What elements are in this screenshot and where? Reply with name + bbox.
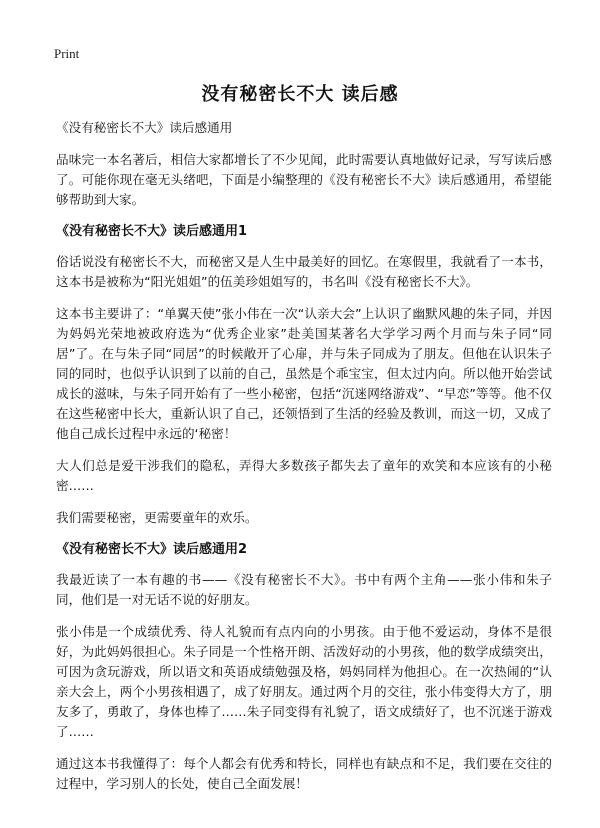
section-heading: 《没有秘密长不大》读后感通用1 bbox=[56, 224, 248, 239]
paragraph: 这本书主要讲了：“单翼天使”张小伟在一次“认亲大会”上认识了幽默风趣的朱子同，并因为妈妈光荣地被政府选为“优秀企业家”赴美国某著名大学学习两个月而与朱子同“同居”了。在与朱子同“同居”的时候敞开了心扉，并与朱子同成为了朋友。但他在认识朱子同的同时，也似乎认识到了以前的自己，虽然是个乖宝宝，但太过内向。所以他开始尝试成长的滋味，与朱子同开始有了一些小秘密，包括“沉迷网络游戏”、“早恋”等等。他不仅在这些秘密中长大，重新认识了自己，还领悟到了生活的经验及教训，而这一切，又成了他自己成长过程中永远的‘秘密！ bbox=[56, 306, 552, 441]
paragraph: 我最近读了一本有趣的书——《没有秘密长不大》。书中有两个主角——张小伟和朱子同，他们是一对无话不说的好朋友。 bbox=[56, 572, 552, 607]
paragraph: 俗话说没有秘密长不大，而秘密又是人生中最美好的回忆。在寒假里，我就看了一本书，这本书是被称为“阳光姐姐”的伍美珍姐姐写的，书名叫《没有秘密长不大》。 bbox=[56, 254, 552, 289]
article-subtitle: 《没有秘密长不大》读后感通用 bbox=[56, 120, 233, 135]
section-1 bbox=[56, 222, 552, 528]
paragraph: 张小伟是一个成绩优秀、待人礼貌而有点内向的小男孩。由于他不爱运动，身体不是很好，为此妈妈很担心。朱子同是一个性格开朗、活泼好动的小男孩，他的数学成绩突出，可因为贪玩游戏，所以语文和英语成绩勉强及格，妈妈同样为他担心。在一次热闹的“认亲大会上，两个小男孩相遇了，成了好朋友。通过两个月的交往，张小伟变得大方了，朋友多了，勇敢了，身体也棒了……朱子同变得有礼貌了，语文成绩好了，也不沉迷于游戏了…… bbox=[56, 624, 552, 739]
paragraph: 通过这本书我懂得了：每个人都会有优秀和特长，同样也有缺点和不足，我们要在交往的过程中，学习别人的长处，使自己全面发展！ bbox=[56, 756, 552, 791]
section-heading: 《没有秘密长不大》读后感通用2 bbox=[56, 542, 248, 557]
page-title: 没有秘密长不大 读后感 bbox=[201, 84, 399, 105]
paragraph: 大人们总是爱干涉我们的隐私，弄得大多数孩子都失去了童年的欢笑和本应该有的小秘密…… bbox=[56, 458, 552, 493]
section-2 bbox=[56, 540, 552, 794]
paragraph: 我们需要秘密，更需要童年的欢乐。 bbox=[56, 510, 258, 525]
print-link[interactable]: Print bbox=[54, 46, 80, 61]
intro-paragraph: 品味完一本名著后，相信大家都增长了不少见闻，此时需要认真地做好记录，写写读后感了。可能你现在毫无头绪吧，下面是小编整理的《没有秘密长不大》读后感通用，希望能够帮助到大家。 bbox=[56, 152, 552, 207]
article-body bbox=[56, 118, 552, 806]
